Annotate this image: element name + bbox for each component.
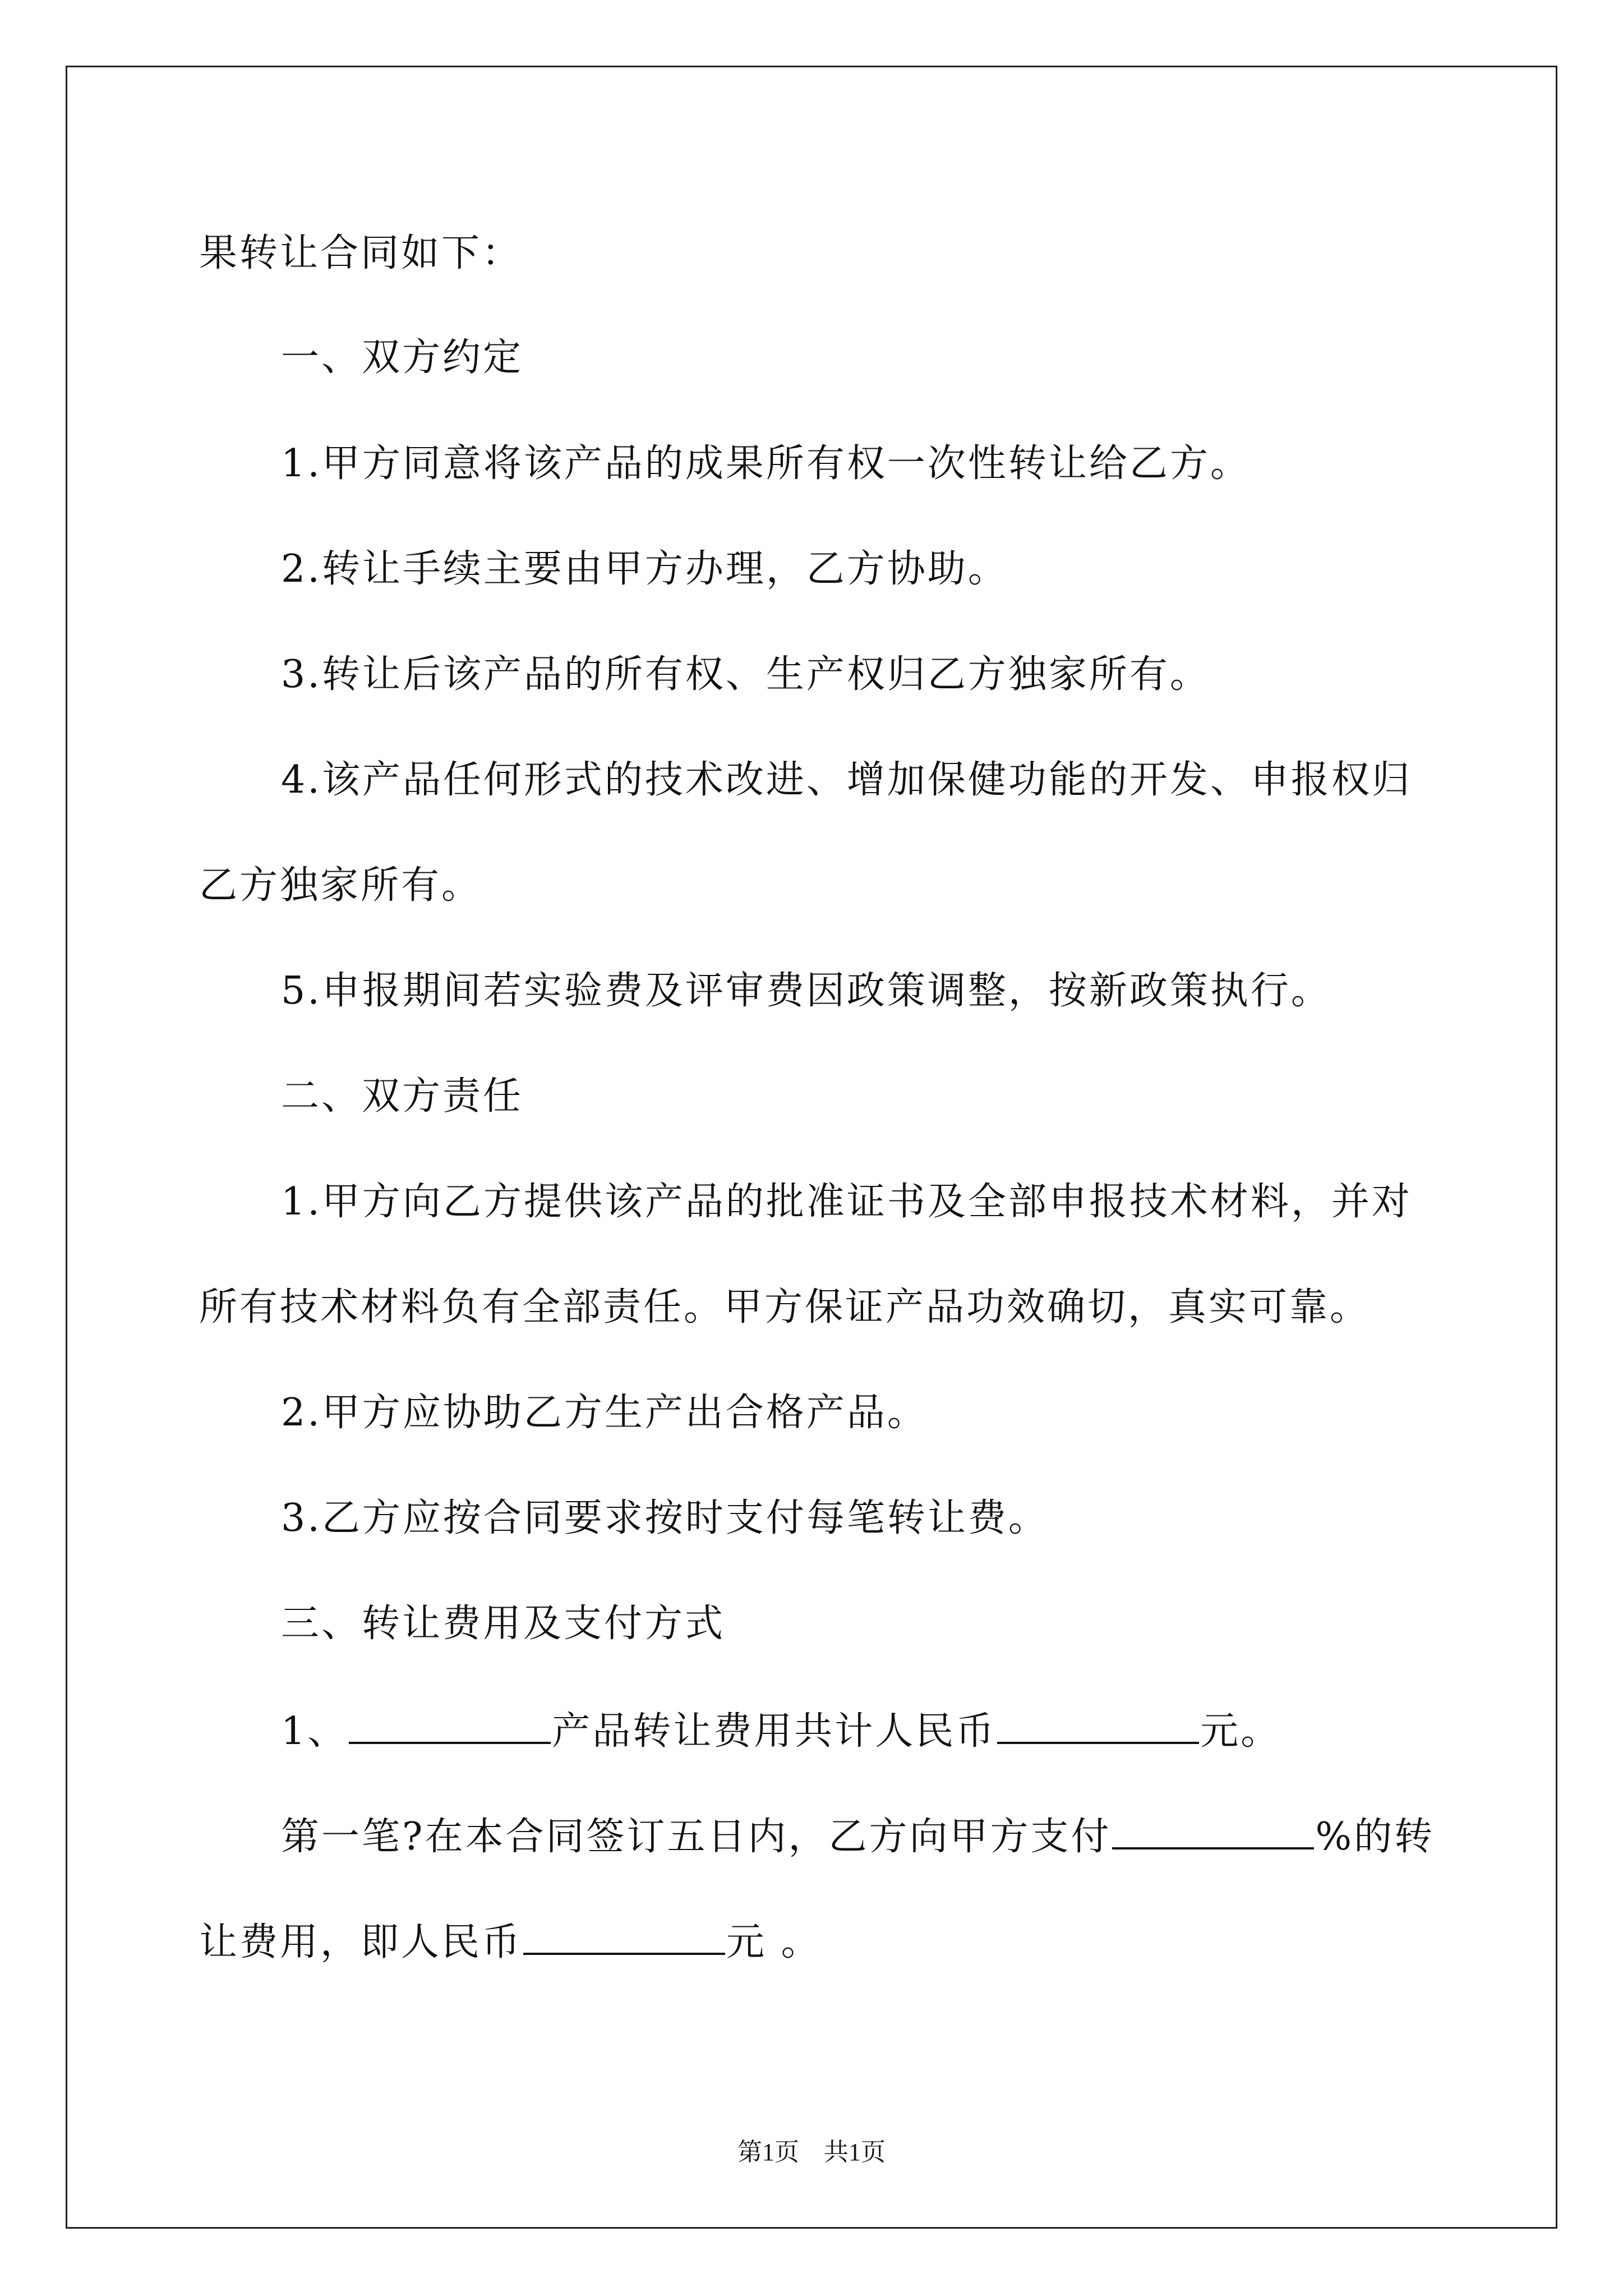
section-heading: 三、转让费用及支付方式: [281, 1602, 726, 1646]
text-line: 2.转让手续主要由甲方办理，乙方协助。: [281, 547, 1008, 591]
first-payment-cont-prefix: 让费用，即人民币: [199, 1920, 523, 1964]
text-line: 1.甲方同意将该产品的成果所有权一次性转让给乙方。: [281, 441, 1251, 486]
section-heading: 一、双方约定: [281, 335, 524, 380]
first-payment-prefix: 第一笔?在本合同签订五日内，乙方向甲方支付: [281, 1815, 1112, 1859]
text-line: 3.乙方应按合同要求按时支付每笔转让费。: [281, 1496, 1049, 1540]
section-heading: 二、双方责任: [281, 1074, 524, 1119]
fill-blank-total-amount: [997, 1710, 1199, 1744]
text-line: 2.甲方应协助乙方生产出合格产品。: [281, 1391, 928, 1435]
first-payment-cont-suffix: 元 。: [726, 1920, 822, 1964]
fee-line-prefix: 1、: [281, 1709, 348, 1754]
first-payment-suffix: %的转: [1315, 1815, 1435, 1859]
text-line: 4.该产品任何形式的技术改进、增加保健功能的开发、申报权归: [281, 758, 1412, 802]
text-line: 3.转让后该产品的所有权、生产权归乙方独家所有。: [281, 652, 1210, 697]
first-payment-continuation: [199, 1921, 822, 1962]
fee-line-suffix: 元。: [1200, 1709, 1281, 1754]
page-border: [66, 66, 1557, 2229]
text-line: 乙方独家所有。: [199, 863, 482, 908]
page-number-total: 共1页: [824, 2138, 886, 2166]
fill-blank-product: [349, 1710, 551, 1744]
text-line: 果转让合同如下：: [199, 231, 523, 275]
text-line: 所有技术材料负有全部责任。甲方保证产品功效确切，真实可靠。: [199, 1285, 1371, 1329]
fee-line-middle: 产品转让费用共计人民币: [552, 1709, 997, 1754]
text-line: 5.申报期间若实验费及评审费因政策调整，按新政策执行。: [281, 969, 1331, 1013]
first-payment-line: [281, 1815, 1435, 1859]
fee-line: [281, 1709, 1281, 1754]
page-footer: [0, 2132, 1623, 2168]
text-line: 1.甲方向乙方提供该产品的批准证书及全部申报技术材料，并对: [281, 1180, 1412, 1224]
page-number-current: 第1页: [737, 2138, 799, 2166]
fill-blank-first-amount: [523, 1921, 725, 1955]
fill-blank-percent: [1112, 1816, 1314, 1849]
